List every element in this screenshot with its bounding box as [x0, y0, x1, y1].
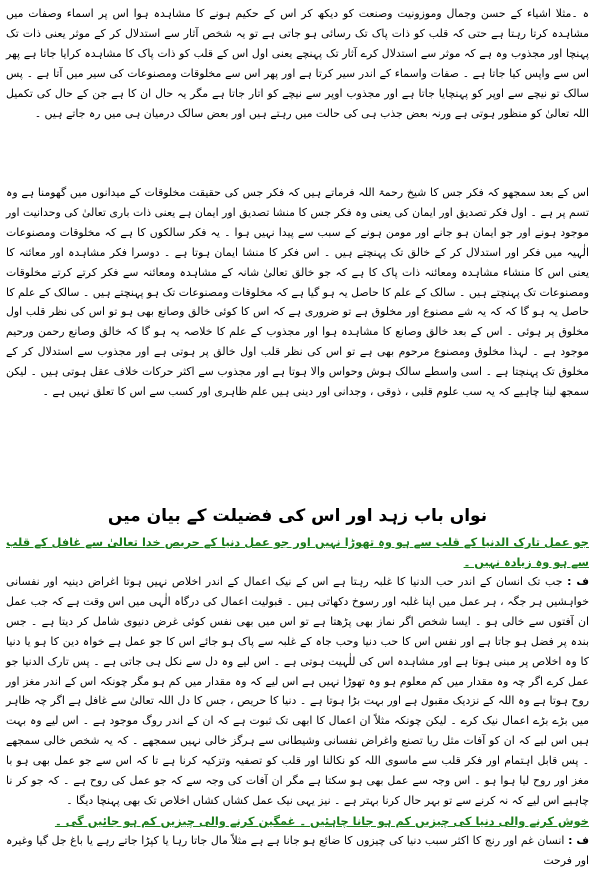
paragraph-fikr: اس کے بعد سمجھو کہ فکر جس کا شیخ رحمۃ اللہ فرماتے ہیں کہ فکر جس کی حقیقت مخلوقات کے میدانوں میں گھومنا ہے وہ تسم پر ہے ۔ اول فکر تصدیق اور ایمان کی یعنی وہ فکر جس کا منشا تصدیق اور ایمان ہے یعنی ذات باری تعالیٰ کی وحدانیت اور موجود ہونے اور جو ایمان ہو جانے اور مومن ہونے کے سبب سے پیدا نہیں ہوا ۔ یہ فکر سالکوں کا ہے کہ مخلوقات ومصنوعات الٰہیہ میں فکر اور استدلال کر کے خالق تک پہنچتے ہیں ۔ اس فکر کا منشا ایمان ہوتا ہے ۔ دوسرا فکر مشاہدہ اور معائنہ کا یعنی اس کا منشاء مشاہدہ ومعائنہ ذات پاک کا ہے کہ جو خالق تعالیٰ شانہ کے مشاہدہ ومعائنہ سے فکر کرتے کرتے مخلوقات ومصنوعات تک پہنچتے ہیں ۔ سالک کے علم کا حاصل یہ ہو گیا ہے کہ مخلوقات ومصنوعات تک ہو پہنچتے ہیں ۔ سالک کے علم کا حاصل یہ ہو گا کہ کہ یہ شے مصنوع اور مخلوق ہے تو ضروری ہے کہ اس کا کوئی خالق وصانع بھی ہو تو اس کی نظر قلب اول مخلوق پر ہوئی ۔ اس کے بعد خالق وصانع کا مشاہدہ ہوا اور مجذوب کے علم کا خلاصہ یہ ہو گا کہ خالق وصانع رحمن ورحیم موجود ہے ۔ لہذا مخلوق ومصنوع مرحوم بھی ہے تو اس کی نظر قلب اول خالق پر ہوتی ہے اور مجذوب سے استدلال کر کے مخلوق تک پہنچتا ہے ۔ اسی واسطے سالک ہوش وحواس والا ہوتا ہے اور مجذوب سے اکثر حرکات خلاف عقل ہوتی ہیں ۔ لیکن سمجھ لینا چاہیے کہ یہ سب علوم قلبی ، ذوقی ، وجدانی اور دینی ہیں علم ظاہری اور کسب سے اس کا تعلق نہیں ہے ۔ — [6, 186, 589, 399]
paragraph-sulook-jazb: ہ ۔مثلا اشیاء کے حسن وجمال وموزونیت وصنعت کو دیکھ کر اس کے حکیم ہونے کا مشاہدہ ہوا اس پر اسماء وصفات میں مشاہدہ کرتا رہتا ہے حتی کہ قلب کو ذات پاک تک رسائی ہو جاتی ہے تو یہ شخص آثار سے استدلال کر کے موثر یعنی ذات تک پہنچا اور مجذوب وہ ہے کہ موثر سے استدلال کرے آثار تک پہنچے یعنی اول اس کے قلب کو ذات پاک کا مشاہدہ کرایا جاتا ہے پھر اس سے واپس کیا جاتا ہے ۔ صفات واسماء کے اندر سیر کرتا ہے اور پھر اس سے مخلوقات ومصنوعات کی سیر میں آتا ہے ۔ پس سالک تو نیچے سے اوپر کو پہنچایا جاتا ہے اور مجذوب اوپر سے نیچے کو اتار جاتا ہے مگر یہ حال ان کا ہے جن کے حال کی تکمیل اللہ تعالیٰ کو منظور ہوتی ہے ورنہ بعض جذب ہی کی حالت میں رہتے ہیں اور بعض سالک درمیان ہی میں رہ جاتے ہیں ۔ — [6, 7, 589, 120]
emphasis-quote-2: خوش کرنے والی دنیا کی چیزیں کم ہو جانا چاہئیں ۔ غمگین کرنے والی چیزیں کم ہو جائیں گی ۔ — [54, 813, 589, 828]
emphasis-quote-1: جو عمل تارک الدنیا کے قلب سے ہو وہ تھوڑا نہیں اور جو عمل دنیا کے حریص خدا تعالیٰ سے غافل کے قلب سے ہو وہ زیادہ نہیں ۔ — [6, 535, 589, 569]
paragraph-text: جب تک انسان کے اندر حب الدنیا کا غلبہ رہتا ہے اس کے نیک اعمال کے اندر اخلاص نہیں ہوتا اغراض دینیہ اور نفسانی خواہشیں ہر جگہ ، ہر عمل میں اپنا غلبہ اور رسوخ دکھاتی ہیں ۔ قبولیت اعمال کی درگاہ الٰہی میں اس وقت ہے کہ جب عمل ان آفتوں سے خالی ہو ۔ ایسا شخص اگر نماز بھی پڑھتا ہے تو اس میں بھی نفس کوئی غرض دنیوی شامل کر دیتا ہے ۔ جس بندہ پر فضل ہو جاتا ہے اور نفس اس کا حب دنیا وحب جاہ کے غلبہ سے پاک ہو جائے اس کا جو عمل ہے خواہ دین کا ہو یا دنیا کا وہ اخلاص پر مبنی ہوتا ہے اور مشاہدہ اس کی للٰہیت ہوتی ہے ۔ اس لیے وہ دل سے نکل ہی جاتی ہے ۔ پس تارک الدنیا جو عمل کرے اگر چہ وہ مقدار میں کم معلوم ہو وہ تھوڑا نہیں ہے اس لیے کہ وہ مقدار میں کم ہو مگر چونکہ اس کے اندر مغز اور روح ہوتا ہے وہ اللہ کے نزدیک مقبول ہے اور بہت بڑا ہوتا ہے ۔ دنیا کا حریص ، جس کا دل اللہ تعالیٰ سے غافل ہے اگر چہ ظاہر میں بڑے بڑے اعمال نیک کرے ۔ لیکن چونکہ مثلاً ان اعمال کا ابھی تک ثبوت ہے کہ ان کے اندر روگ موجود ہے ۔ اس لیے وہ بہت ہیں اس لیے کہ ان کو آفات مثل ریا تصنع واغراض نفسانی وشیطانی سے ہرگز خالی نہیں سمجھے ۔ کہ یہ شخص خالی سمجھے ۔ پس قابل اہتمام اور فکر قلب سے ماسوی اللہ کو نکالنا اور قلب کو تصفیہ وتزکیہ کرنا ہے تا کہ اس سے جو عمل بھی ہو با مغز اور روح لیا ہوا ہو ۔ اس وجہ سے عمل بھی ہو سکتا ہے مگر ان آفات کی وجہ سے کہ جو عمل کی روح ہے ۔ کہ جو کر نا چاہیے اس لیے کہ نہ کرنے سے تو بہر حال کرنا بہتر ہے ۔ نیز یہی نیک عمل کشاں کشاں اخلاص تک بھی پہنچا دیگا ۔ — [6, 575, 589, 807]
note-marker: ف : — [567, 575, 589, 588]
chapter-heading: نواں باب زہد اور اس کی فضیلت کے بیان میں — [107, 506, 488, 526]
paragraph-ghum — [6, 831, 589, 871]
note-marker: ف : — [568, 833, 589, 847]
paragraph-text: انسان غم اور رنج کا اکثر سبب دنیا کی چیزوں کا ضائع ہو جانا ہے ہے مثلاً مال جاتا رہا یا کپڑا جاتے رہے یا باغ جل گیا وغیرہ اور فرحت — [6, 833, 589, 867]
paragraph-zuhd-explanation — [6, 572, 589, 811]
